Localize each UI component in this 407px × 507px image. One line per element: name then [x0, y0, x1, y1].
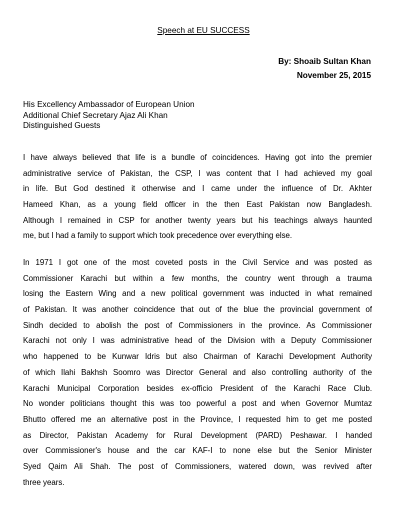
paragraph-line: Bhutto offered me an alternative post in the Province, I requested him to get me posted	[23, 414, 372, 424]
document-title: Speech at EU SUCCESS	[157, 26, 250, 35]
paragraph-1	[23, 150, 372, 244]
paragraph-line: Karachi Municipal Corporation besides ex-officio President of the Karachi Race Club.	[23, 383, 372, 393]
salutation-block	[23, 100, 363, 132]
paragraph-line: Hameed Khan, as a young field officer in the then East Pakistan now Bangladesh.	[23, 200, 372, 210]
salutation-line: Additional Chief Secretary Ajaz Ali Khan	[23, 110, 168, 120]
paragraph-line: as Director, Pakistan Academy for Rural Development (PARD) Peshawar. I handed	[23, 430, 372, 440]
paragraph-line: of which Ilahi Bakhsh Soomro was Director General and also controlling authority of the	[23, 367, 372, 377]
paragraph-line: administrative service of Pakistan, the CSP, I was content that I had achieved my goal	[23, 168, 372, 178]
paragraph-line: I have always believed that life is a bundle of coincidences. Having got into the premier	[23, 153, 372, 162]
paragraph-line: Karachi not only I was administrative head of the Division with a Deputy Commissioner	[23, 336, 372, 346]
paragraph-line: me, but I had a family to support which took precedence over everything else.	[23, 231, 293, 241]
paragraph-line: of Pakistan. It was another coincidence that out of the blue the provincial government of	[23, 305, 372, 315]
paragraph-line: Commissioner Karachi but within a few months, the country went through a trauma	[23, 273, 372, 283]
paragraph-line: Syed Qaim Ali Shah. The post of Commissioners, watered down, was revived after	[23, 461, 372, 471]
paragraph-line: in life. But God destined it otherwise and I came under the influence of Dr. Akhter	[23, 184, 372, 194]
paragraph-line: Sindh decided to abolish the post of Commissioners in the province. As Commissioner	[23, 320, 372, 330]
author-line: By: Shoaib Sultan Khan	[278, 57, 371, 66]
paragraph-2	[23, 255, 372, 490]
salutation-line: Distinguished Guests	[23, 121, 101, 130]
paragraph-line: three years.	[23, 477, 65, 487]
paragraph-line: over Commissioner's house and the car KAF-I to none else but the Senior Minister	[23, 446, 372, 456]
paragraph-line: No wonder politicians thought this was too powerful a post and when Governor Mumtaz	[23, 399, 372, 409]
paragraph-line: who happened to be Kunwar Idris but also Chairman of Karachi Development Authority	[23, 352, 372, 362]
salutation-line: His Excellency Ambassador of European Union	[23, 100, 195, 109]
paragraph-line: In 1971 I got one of the most coveted posts in the Civil Service and was posted as	[23, 258, 372, 267]
paragraph-line: Although I remained in CSP for another twenty years but his teachings always haunted	[23, 215, 372, 225]
date-line: November 25, 2015	[296, 71, 371, 80]
paragraph-line: losing the Eastern Wing and a new political government was inducted in what remained	[23, 289, 372, 299]
